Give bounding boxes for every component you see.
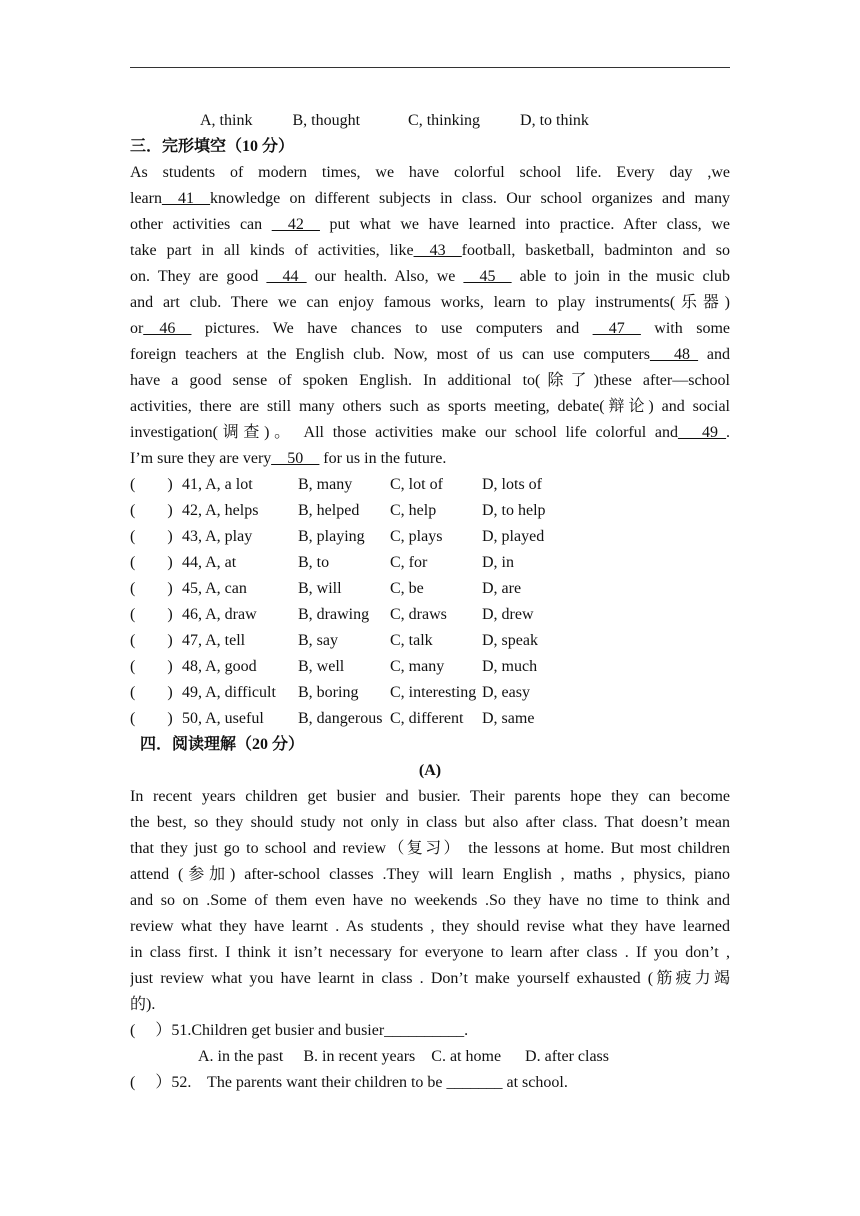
q40-options [130, 108, 730, 134]
passage-line: have a good sense of spoken English. In additional to(除了)these after—school [130, 372, 730, 389]
option-d: D, easy [482, 684, 530, 701]
option-d: D, speak [482, 632, 538, 649]
blank-48: ___48_ [649, 346, 698, 363]
option-c: C, draws [390, 606, 447, 623]
passage-line: take part in all kinds of activities, like__43__football, basketball, badminton and so [130, 242, 730, 259]
blank-47: __47__ [592, 320, 641, 337]
question-row [130, 550, 730, 576]
option-d: D, are [482, 580, 522, 597]
question-row [130, 576, 730, 602]
option-c: C, interesting [390, 684, 477, 701]
option-d: D, played [482, 528, 545, 545]
answer-parens: ( ) [130, 476, 173, 493]
option-b: B, playing [298, 528, 365, 545]
reading-line: the best, so they should study not only in class but also after class. That doesn’t mean [130, 814, 730, 831]
question-51: ( ）51.Children get busier and busier__________. [130, 1022, 469, 1039]
option-d: D, to help [482, 502, 546, 519]
option-a: 42, A, helps [182, 502, 259, 519]
option-c: C, plays [390, 528, 443, 545]
passage-line: I’m sure they are very__50__ for us in the future. [130, 450, 447, 467]
option-a: 48, A, good [182, 658, 257, 675]
blank-42: __42__ [271, 216, 320, 233]
reading-line: just review what you have learnt in class . Don’t make yourself exhausted (筋疲力竭 [130, 970, 730, 987]
option-c: C, thinking [408, 112, 481, 129]
answer-parens: ( ) [130, 710, 173, 727]
option-b: B, drawing [298, 606, 370, 623]
header-rule [130, 67, 730, 68]
option-b: B, to [298, 554, 330, 571]
reading-line: review what they have learnt . As students , they should revise what they have learned [130, 918, 730, 935]
cloze-questions [130, 472, 730, 732]
reading-line: attend (参加) after-school classes .They will learn English , maths , physics, piano [130, 866, 730, 883]
question-row [130, 628, 730, 654]
section3-title: 三．完形填空（10 分） [130, 138, 295, 155]
question-row [130, 472, 730, 498]
option-c: C, different [390, 710, 464, 727]
option-a: 46, A, draw [182, 606, 257, 623]
option-a: 41, A, a lot [182, 476, 253, 493]
question-51-options: A. in the past B. in recent years C. at home D. after class [198, 1048, 609, 1065]
reading-line: in class first. I think it isn’t necessary for everyone to learn after class . If you don’t , [130, 944, 730, 961]
option-c: C, help [390, 502, 437, 519]
reading-line: 的). [130, 996, 156, 1013]
option-b: B, say [298, 632, 338, 649]
option-b: B, will [298, 580, 342, 597]
reading-line: and so on .Some of them even have no weekends .So they have no time to think and [130, 892, 730, 909]
option-d: D, same [482, 710, 535, 727]
answer-parens: ( ) [130, 502, 173, 519]
option-b: B, dangerous [298, 710, 383, 727]
passage-line: foreign teachers at the English club. Now, most of us can use computers___48_ and [130, 346, 730, 363]
option-d: D, drew [482, 606, 534, 623]
question-row [130, 524, 730, 550]
passage-line: investigation(调查)。 All those activities make our school life colorful and___49_. [130, 424, 730, 441]
option-a: 50, A, useful [182, 710, 264, 727]
answer-parens: ( ) [130, 684, 173, 701]
exam-page [130, 108, 730, 1096]
answer-parens: ( ) [130, 658, 173, 675]
passage-line: activities, there are still many others such as sports meeting, debate(辩论) and social [130, 398, 730, 415]
option-a: 45, A, can [182, 580, 247, 597]
reading-line: In recent years children get busier and busier. Their parents hope they can become [130, 788, 730, 805]
answer-parens: ( ) [130, 580, 173, 597]
question-row [130, 706, 730, 732]
option-a: 44, A, at [182, 554, 237, 571]
answer-parens: ( ) [130, 554, 173, 571]
blank-45: __45__ [463, 268, 512, 285]
option-b: B, boring [298, 684, 359, 701]
blank-44: __44_ [266, 268, 307, 285]
option-a: 47, A, tell [182, 632, 246, 649]
option-d: D, lots of [482, 476, 542, 493]
passage-line: and art club. There we can enjoy famous works, learn to play instruments(乐器) [130, 294, 730, 311]
blank-49: ___49_ [678, 424, 726, 441]
option-b: B, many [298, 476, 353, 493]
passage-line: other activities can __42__ put what we have learned into practice. After class, we [130, 216, 730, 233]
option-a: A, think [200, 112, 253, 129]
answer-parens: ( ) [130, 528, 173, 545]
answer-parens: ( ) [130, 632, 173, 649]
reading-line: that they just go to school and review（复习） the lessons at home. But most children [130, 840, 730, 857]
option-c: C, lot of [390, 476, 443, 493]
option-a: 49, A, difficult [182, 684, 276, 701]
question-52: ( ）52. The parents want their children to be _______ at school. [130, 1074, 568, 1091]
option-a: 43, A, play [182, 528, 253, 545]
passage-line: learn__41__knowledge on different subjects in class. Our school organizes and many [130, 190, 730, 207]
option-c: C, many [390, 658, 445, 675]
option-b: B, well [298, 658, 345, 675]
option-b: B, thought [292, 112, 361, 129]
blank-41: __41__ [161, 190, 210, 207]
blank-50: __50__ [271, 450, 320, 467]
passage-line: or__46__ pictures. We have chances to use computers and __47__ with some [130, 320, 730, 337]
question-row [130, 680, 730, 706]
option-c: C, for [390, 554, 428, 571]
option-b: B, helped [298, 502, 360, 519]
option-c: C, talk [390, 632, 433, 649]
section4-title: 四．阅读理解（20 分） [140, 736, 305, 753]
passage-line: on. They are good __44_ our health. Also, we __45__ able to join in the music club [130, 268, 730, 285]
question-row [130, 498, 730, 524]
option-d: D, much [482, 658, 538, 675]
blank-46: __46__ [143, 320, 192, 337]
question-row [130, 654, 730, 680]
passage-label: (A) [418, 762, 442, 779]
blank-43: __43__ [413, 242, 462, 259]
question-row [130, 602, 730, 628]
answer-parens: ( ) [130, 606, 173, 623]
option-d: D, to think [520, 112, 589, 129]
passage-line: As students of modern times, we have colorful school life. Every day ,we [130, 164, 730, 181]
option-c: C, be [390, 580, 424, 597]
option-d: D, in [482, 554, 514, 571]
